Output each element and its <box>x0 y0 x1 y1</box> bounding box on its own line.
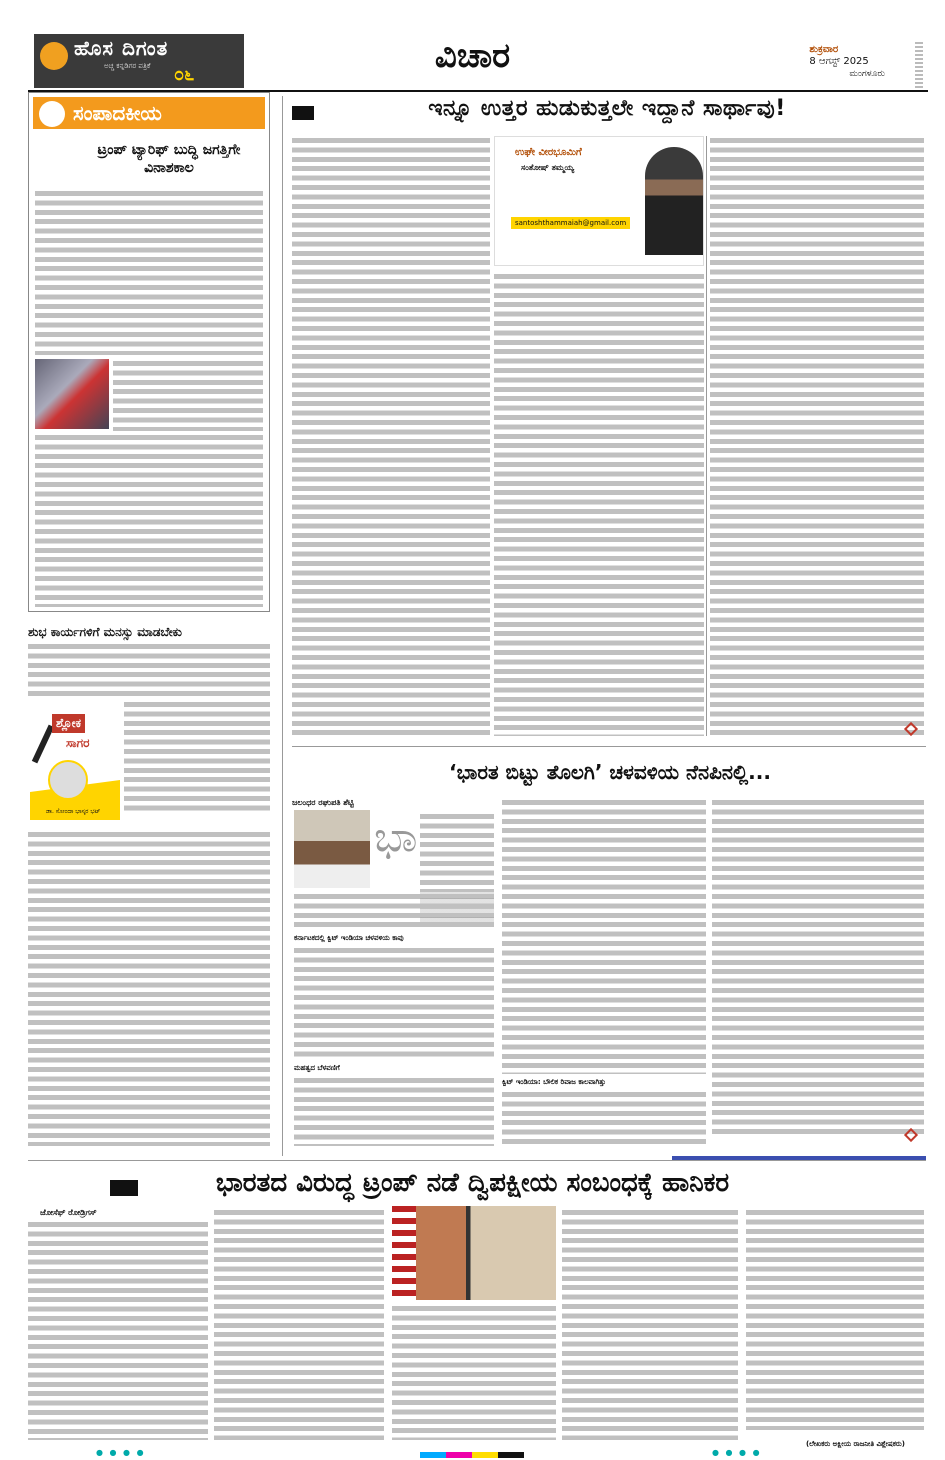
column-kicker: ಉಘೇ ವೀರಭೂಮಿಗೆ <box>515 147 582 158</box>
main-body-col-2 <box>494 272 704 736</box>
third-headline[interactable] <box>0 1168 945 1199</box>
column-author: ಸಂತೋಷ್ ತಮ್ಮಯ್ಯ <box>521 163 575 172</box>
second-author-photo <box>294 810 370 888</box>
headline-bar <box>292 106 314 120</box>
editorial-label <box>33 97 265 129</box>
main-headline-text: ಇನ್ನೂ ಉತ್ತರ ಹುಡುಕುತ್ತಲೇ ಇದ್ದಾನೆ ಸಾರ್ಥಾವು! <box>428 96 786 121</box>
main-headline[interactable] <box>292 96 922 121</box>
second-byline: ಜಲಂಧರ ರಘುಪತಿ ಶೆಟ್ಟಿ <box>292 798 354 807</box>
second-body-col-3 <box>712 798 924 1138</box>
column-rule-2 <box>706 136 707 736</box>
editorial-panel <box>28 92 270 612</box>
second-body-2 <box>294 946 494 1060</box>
second-subhead-3: ಕ್ವಿಟ್ ಇಂಡಿಯಾ: ಬೌಲಿಕ ರಿವಾಜ ಕಾಲವಾಗಿತ್ತು <box>502 1078 606 1086</box>
second-body-1 <box>294 892 494 930</box>
dateline-day: ಶುಕ್ರವಾರ <box>809 44 839 55</box>
registration-marks-left: ● ● ● ● <box>96 1448 146 1457</box>
second-subhead-1: ಕರ್ನಾಟಕದಲ್ಲಿ ಕ್ವಿಟ್ ಇಂಡಿಯಾ ಚಳವಳಿಯ ಕಾವು <box>294 934 404 942</box>
third-body-col-3 <box>392 1304 556 1440</box>
brand-tagline: ಅಚ್ಚ ಕನ್ನಡಿಗರ ಪತ್ರಿಕೆ <box>104 62 151 70</box>
section-title: ವಿಚಾರ <box>434 36 511 76</box>
color-bar <box>420 1452 524 1458</box>
editorial-photo <box>35 359 109 429</box>
shloka-author-photo <box>48 760 88 800</box>
editorial-headline[interactable]: ಟ್ರಂಪ್ ಟ್ಯಾರಿಫ್ ಬುದ್ಧಿ ಜಗತ್ತಿಗೇ ವಿನಾಶಕಾಲ <box>97 142 241 176</box>
corner-stripes <box>915 42 923 92</box>
third-byline: ಜೋಸೆಫ್ ರೋಡ್ರಿಗಸ್ <box>40 1208 97 1217</box>
masthead <box>0 0 945 90</box>
main-body-col-3 <box>710 136 924 736</box>
second-headline[interactable]: ‘ಭಾರತ ಬಿಟ್ಟು ತೊಲಗಿ’ ಚಳವಳಿಯ ನೆನಪಿನಲ್ಲಿ... <box>449 760 771 784</box>
second-subhead-2: ಮಹತ್ವದ ಬೆಳವಣಿಗೆ <box>294 1064 340 1072</box>
dateline-date: 8 ಆಗಸ್ಟ್ 2025 <box>809 56 869 67</box>
page-number: ೦೬ <box>174 64 195 85</box>
shloka-author-name: ಡಾ. ಸೋಂದಾ ಭಾಸ್ಕರ ಭಟ್ <box>46 808 101 815</box>
third-body-col-1 <box>28 1220 208 1440</box>
third-author-credit: (ಲೇಖಕರು ಅಕ್ಷೀಯ ರಾಜನೀತಿ ವಿಶ್ಲೇಷಕರು) <box>805 1440 905 1448</box>
shloka-label-1: ಶ್ಲೋಕ <box>52 714 85 733</box>
column-rule-1 <box>282 96 283 1156</box>
registration-marks-right: ● ● ● ● <box>712 1448 762 1457</box>
second-body-col-2a <box>502 798 706 1074</box>
feather-icon <box>32 725 54 764</box>
shloka-headline[interactable]: ಶುಭ ಕಾರ್ಯಗಳಿಗೆ ಮನಸ್ಸು ಮಾಡಬೇಕು <box>28 625 182 639</box>
shloka-verse <box>28 642 270 698</box>
third-headline-text: ಭಾರತದ ವಿರುದ್ಧ ಟ್ರಂಪ್ ನಡೆ ದ್ವಿಪಕ್ಷೀಯ ಸಂಬಂಧಕ್ಕೆ ಹಾನಿಕರ <box>215 1168 730 1198</box>
editorial-body-1 <box>35 189 263 355</box>
editorial-body-2 <box>113 359 263 431</box>
column-header <box>494 136 704 266</box>
dateline-city: ಮಂಗಳೂರು <box>849 69 885 79</box>
second-body-col-2b <box>502 1090 706 1146</box>
flag-graphic <box>392 1206 416 1300</box>
third-photo <box>392 1206 556 1300</box>
second-body-3 <box>294 1076 494 1146</box>
third-body-col-4 <box>562 1208 738 1440</box>
headline-bar-2 <box>110 1180 138 1196</box>
brand-name: ಹೊಸ ದಿಗಂತ <box>74 36 169 60</box>
main-body-col-1 <box>292 136 490 736</box>
section-divider <box>292 746 926 747</box>
author-photo <box>645 147 703 255</box>
editorial-body-3 <box>35 433 263 607</box>
third-body-col-2 <box>214 1208 384 1440</box>
dateline <box>809 44 885 80</box>
author-email[interactable]: santoshthammaiah@gmail.com <box>511 217 630 229</box>
bottom-section-rule <box>28 1160 926 1161</box>
shloka-body-1 <box>124 700 270 812</box>
third-body-col-5 <box>746 1208 924 1430</box>
editorial-label-text: ಸಂಪಾದಕೀಯ <box>73 101 162 125</box>
editorial-badge-icon <box>39 101 65 127</box>
shloka-label-2: ಸಾಗರ <box>66 736 90 750</box>
drop-cap: ಭಾ <box>374 812 418 861</box>
shloka-body-2 <box>28 830 270 1146</box>
